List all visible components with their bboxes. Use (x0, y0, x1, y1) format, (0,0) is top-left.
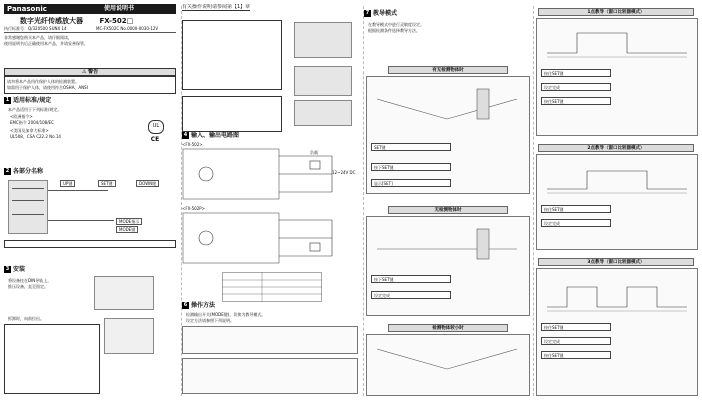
section-1-title (4, 97, 51, 105)
ul-mark-icon: UL (148, 120, 164, 134)
s1-line-5: UL508，CSA C22.2 No.14 (10, 134, 61, 139)
step-hold-set: 按住SET键 (541, 351, 611, 359)
s1-line-2: <欧洲指令> (10, 114, 33, 119)
section-7-title (364, 10, 397, 18)
panel-title-1: 1点教导（窗口比较器模式） (538, 8, 694, 16)
panel-title-2: 2点教导（窗口比较器模式） (538, 144, 694, 152)
label-up-key: UP键 (60, 180, 75, 187)
warning-box (4, 76, 176, 94)
section-5-label: 操作方法 (191, 302, 216, 309)
circuit-sub-1: <FX-502> (182, 142, 203, 147)
s7-line-1: 在教导模式中进行灵敏度设定。 (368, 22, 424, 27)
remove-note-box (182, 96, 282, 132)
label-mode-key: MODE键 (116, 226, 138, 233)
waveform-2 (537, 159, 697, 199)
drawing-line (12, 188, 44, 189)
window-panel-2 (536, 154, 698, 250)
step-complete: 设定完成 (541, 219, 611, 227)
intro-2: 使用说明书后正确使用本产品，并请妥善保管。 (4, 41, 88, 46)
sensor-illustration (367, 339, 529, 379)
operation-note-box (182, 20, 282, 90)
cable-drawing (294, 100, 352, 126)
warning-line-2: 如需用于保护人体，请使用符合OSHA、ANSI (7, 85, 88, 90)
s3-line-3: 拆卸时，向前拉出。 (8, 316, 44, 321)
section-4-label: 输入、输出电路图 (191, 132, 240, 139)
s1-line-4: <美国及加拿大标准> (10, 128, 49, 133)
column-4 (534, 0, 700, 400)
product-title-text: 数字光纤传感放大器 (20, 17, 83, 25)
section-2-title (4, 168, 43, 176)
step-hold-set: 按住SET键 (541, 323, 611, 331)
column-2 (182, 0, 362, 400)
circuit-diagram-npn (182, 148, 358, 202)
connector-drawing (294, 22, 352, 58)
s7-line-2: 根据检测条件选择教导方法。 (368, 28, 420, 33)
header-bar (4, 4, 176, 14)
mode-banner-2: 无检测物体时 (388, 206, 508, 214)
step-complete: 设定完成 (371, 291, 451, 299)
step-hold-set: 按住SET键 (541, 69, 611, 77)
terminal-table (222, 272, 322, 302)
voltage-label: 12~24V DC (332, 170, 356, 175)
section-number-7: 7 (365, 10, 370, 16)
window-panel-1 (536, 18, 698, 136)
mount-drawing (104, 318, 154, 354)
s5-line-1: 检测输出开关(MODE键)，切换为教导模式。 (186, 312, 266, 317)
label-mode-indicator: MODE指示 (116, 218, 142, 225)
panel-title-3: 3点教导（窗口比较器模式） (538, 258, 694, 266)
intro-1: 非常感谢您购买本产品，请仔细阅读， (4, 35, 72, 40)
doc-type: 使用说明书 (104, 5, 135, 12)
load-label: 负载 (310, 150, 318, 155)
connector-drawing (294, 66, 352, 96)
product-title (20, 16, 133, 26)
circuit-sub-2: <FX-502P> (182, 206, 206, 211)
divider (4, 32, 176, 33)
step-press-set: 按下SET键 (371, 275, 451, 283)
brand-logo: Panasonic (7, 5, 47, 13)
step-set-key: SET键 (371, 143, 451, 151)
section-number-1: 1 (5, 97, 10, 103)
sensor-illustration (367, 219, 529, 269)
mode-banner-3: 检测物体较小时 (388, 324, 508, 332)
step-hold-set: 按住SET键 (541, 205, 611, 213)
step-complete: 设定完成 (541, 83, 611, 91)
din-rail-drawing (94, 276, 154, 310)
s1-line-1: 本产品适用于下列标准/规定。 (8, 107, 62, 112)
col2-header: 有关操作说明请参阅第【1】章 (182, 4, 251, 10)
label-set-key: SET键 (98, 180, 116, 187)
s5-line-2: 设定方法请参照下列说明。 (186, 318, 234, 323)
step-hold-set: 按住SET键 (541, 97, 611, 105)
sensor-illustration (367, 79, 529, 139)
section-number-4: 4 (183, 132, 188, 138)
step-complete: 设定完成 (541, 337, 611, 345)
teach-panel-3 (366, 334, 530, 396)
ce-mark-icon: CE (150, 136, 160, 143)
leader-line (48, 190, 108, 191)
section-4-title (182, 132, 239, 140)
section-number-5: 6 (183, 302, 188, 308)
section-number-3: 3 (5, 266, 10, 272)
warning-line-1: 请勿将本产品用作保护人体的检测装置。 (7, 79, 79, 84)
s3-line-1: 将设备挂在DIN导轨上。 (8, 278, 52, 283)
step-show-set: 显示[SET] (371, 179, 451, 187)
warning-title: 警告 (88, 69, 99, 75)
mode-banner-1: 有无检测物体时 (388, 66, 508, 74)
teach-panel-2 (366, 216, 530, 316)
s3-line-2: 推压设备，直至固定。 (8, 284, 48, 289)
drawing-line (12, 214, 44, 215)
label-down-key: DOWN键 (136, 180, 159, 187)
teach-panel-1 (366, 76, 530, 194)
mode-flow-2 (182, 358, 358, 394)
window-panel-3 (536, 268, 698, 396)
waveform-3 (537, 273, 697, 317)
section-7-label: 教导模式 (373, 10, 398, 17)
drawing-line (12, 200, 44, 201)
notes-box (4, 324, 100, 394)
mode-flow-1 (182, 326, 358, 354)
leader-line (48, 220, 114, 221)
doc-no-left: 执行标准号：Q/320500 SUNX 14 (4, 26, 67, 31)
doc-no-right: MC-FX502C No.0000-0030-12V (96, 26, 159, 31)
column-1 (4, 0, 180, 400)
section-2-label: 各部分名称 (13, 168, 44, 175)
warning-header: ⚠ 警告 (4, 68, 176, 76)
section-3-title (4, 266, 25, 274)
section-3-label: 安装 (13, 266, 26, 273)
doc-number-row (4, 26, 176, 31)
section-5-title (182, 302, 215, 310)
model-name: FX-502□ (99, 17, 134, 25)
note-box (4, 240, 176, 248)
s1-line-3: EMC指令 2004/108/EC (10, 120, 54, 125)
column-3 (364, 0, 532, 400)
circuit-diagram-pnp (182, 212, 358, 266)
waveform-1 (537, 23, 697, 63)
section-number-2: 2 (5, 168, 10, 174)
section-1-label: 适用标准/规定 (13, 97, 52, 104)
step-press-set: 按下SET键 (371, 163, 451, 171)
